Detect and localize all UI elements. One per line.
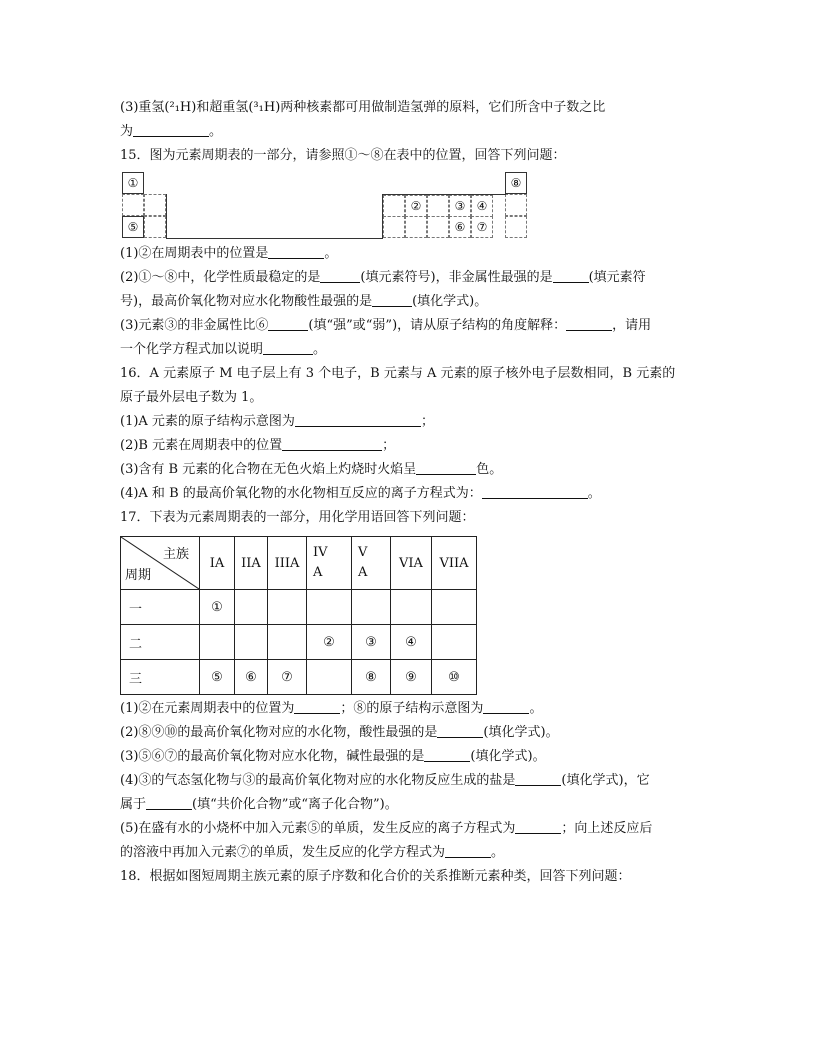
answer-blank[interactable] bbox=[424, 747, 470, 762]
q15-periodic-table-outline bbox=[120, 170, 529, 240]
document-page bbox=[120, 96, 700, 889]
header-viia: VIIA bbox=[432, 537, 477, 590]
element-cell: ⑨ bbox=[391, 660, 432, 695]
element-cell bbox=[235, 590, 268, 625]
table-row-period-2 bbox=[121, 625, 477, 660]
element-cell: ⑦ bbox=[268, 660, 307, 695]
q16-stem-line2: 原子最外层电子数为 1。 bbox=[120, 390, 263, 405]
q15-cell-empty bbox=[505, 194, 527, 216]
q17-p1: (1)②在元素周期表中的位置为 ；⑧的原子结构示意图为 。 bbox=[120, 701, 543, 716]
answer-blank[interactable] bbox=[295, 412, 421, 427]
element-cell: ⑥ bbox=[235, 660, 268, 695]
answer-blank[interactable] bbox=[133, 122, 209, 137]
header-iiia: IIIA bbox=[268, 537, 307, 590]
q16-p1: (1)A 元素的原子结构示意图为 ； bbox=[120, 414, 434, 429]
q17-p5-line2: 的溶液中再加入元素⑦的单质，发生反应的化学方程式为 。 bbox=[120, 845, 505, 860]
q15-p2-line1: (2)①～⑧中，化学性质最稳定的是 (填元素符号)，非金属性最强的是 (填元素符 bbox=[120, 270, 646, 285]
q15-cell-empty bbox=[144, 194, 166, 216]
table-outline bbox=[166, 238, 382, 239]
element-cell bbox=[352, 590, 391, 625]
element-cell: ⑧ bbox=[352, 660, 391, 695]
q14-part3-line1: (3)重氢(²₁H)和超重氢(³₁H)两种核素都可用做制造氢弹的原料，它们所含中子数之比 bbox=[120, 100, 606, 115]
q15-cell-6: ⑥ bbox=[449, 216, 471, 238]
element-cell bbox=[307, 590, 352, 625]
q15-p3-line1: (3)元素③的非金属性比⑥ (填“强”或“弱”)，请从原子结构的角度解释： ，请用 bbox=[120, 318, 652, 333]
period-label: 一 bbox=[121, 590, 200, 625]
table-row-period-1 bbox=[121, 590, 477, 625]
q15-cell-4: ④ bbox=[471, 195, 493, 217]
corner-label-group: 主族 bbox=[162, 547, 189, 562]
answer-blank[interactable] bbox=[416, 460, 476, 475]
answer-blank[interactable] bbox=[566, 316, 612, 331]
q15-cell-8: ⑧ bbox=[505, 172, 527, 194]
q15-cell-empty bbox=[122, 194, 144, 216]
header-ia: IA bbox=[200, 537, 235, 590]
q16-stem-line1: 16．A 元素原子 M 电子层上有 3 个电子，B 元素与 A 元素的原子核外电子层数相同，B 元素的 bbox=[120, 366, 676, 381]
period-label: 三 bbox=[121, 660, 200, 695]
element-cell: ④ bbox=[391, 625, 432, 660]
element-cell bbox=[268, 590, 307, 625]
answer-blank[interactable] bbox=[263, 340, 313, 355]
q17-p4-line1: (4)③的气态氢化物与③的最高价氧化物对应的水化物反应生成的盐是 (填化学式)，它 bbox=[120, 773, 650, 788]
q15-cell-empty bbox=[505, 216, 527, 238]
q15-cell-1: ① bbox=[122, 172, 144, 194]
element-cell bbox=[200, 625, 235, 660]
table-outline bbox=[505, 172, 506, 195]
table-row-period-3 bbox=[121, 660, 477, 695]
q15-cell-empty bbox=[383, 195, 405, 217]
q15-cell-7: ⑦ bbox=[471, 216, 493, 238]
answer-blank[interactable] bbox=[372, 292, 412, 307]
table-outline bbox=[166, 194, 167, 239]
answer-blank[interactable] bbox=[482, 484, 588, 499]
element-cell bbox=[268, 625, 307, 660]
q17-p4-line2: 属于 (填“共价化合物”或“离子化合物”)。 bbox=[120, 797, 398, 812]
q15-cell-empty bbox=[405, 216, 427, 238]
q15-cell-5: ⑤ bbox=[122, 216, 144, 238]
answer-blank[interactable] bbox=[515, 771, 561, 786]
element-cell: ⑩ bbox=[432, 660, 477, 695]
q16-p2: (2)B 元素在周期表中的位置 ； bbox=[120, 438, 396, 453]
q15-cell-2: ② bbox=[405, 195, 427, 217]
table-corner-cell bbox=[121, 537, 200, 590]
q18-stem: 18．根据如图短周期主族元素的原子序数和化合价的关系推断元素种类，回答下列问题： bbox=[120, 869, 631, 884]
q16-p3: (3)含有 B 元素的化合物在无色火焰上灼烧时火焰呈 色。 bbox=[120, 462, 503, 477]
element-cell bbox=[391, 590, 432, 625]
isotope-tritium: ³₁H bbox=[253, 100, 276, 115]
element-cell: ③ bbox=[352, 625, 391, 660]
element-cell: ⑤ bbox=[200, 660, 235, 695]
element-cell bbox=[432, 625, 477, 660]
period-label: 二 bbox=[121, 625, 200, 660]
q17-p3: (3)⑤⑥⑦的最高价氧化物对应水化物，碱性最强的是 (填化学式)。 bbox=[120, 749, 546, 764]
element-cell bbox=[307, 660, 352, 695]
header-iia: IIA bbox=[235, 537, 268, 590]
isotope-deuterium: ²₁H bbox=[169, 100, 192, 115]
q16-p4: (4)A 和 B 的最高价氧化物的水化物相互反应的离子方程式为： 。 bbox=[120, 486, 601, 501]
q15-cell-empty bbox=[383, 216, 405, 238]
q17-stem: 17．下表为元素周期表的一部分，用化学用语回答下列问题： bbox=[120, 510, 475, 525]
answer-blank[interactable] bbox=[282, 436, 382, 451]
header-va: V A bbox=[352, 537, 391, 590]
answer-blank[interactable] bbox=[268, 244, 324, 259]
q15-p1: (1)②在周期表中的位置是 。 bbox=[120, 246, 338, 261]
answer-blank[interactable] bbox=[437, 723, 483, 738]
answer-blank[interactable] bbox=[553, 268, 589, 283]
answer-blank[interactable] bbox=[445, 843, 491, 858]
answer-blank[interactable] bbox=[515, 819, 561, 834]
answer-blank[interactable] bbox=[146, 795, 192, 810]
q15-cell-empty bbox=[427, 216, 449, 238]
table-header-row bbox=[121, 537, 477, 590]
q15-cell-empty bbox=[427, 195, 449, 217]
q17-p5-line1: (5)在盛有水的小烧杯中加入元素⑤的单质，发生反应的离子方程式为 ；向上述反应后 bbox=[120, 821, 653, 836]
q15-cell-3: ③ bbox=[449, 195, 471, 217]
element-cell bbox=[235, 625, 268, 660]
answer-blank[interactable] bbox=[268, 316, 308, 331]
element-cell: ① bbox=[200, 590, 235, 625]
q15-p3-line2: 一个化学方程式加以说明 。 bbox=[120, 342, 327, 357]
element-cell: ② bbox=[307, 625, 352, 660]
q15-p2-line2: 号)，最高价氧化物对应水化物酸性最强的是 (填化学式)。 bbox=[120, 294, 488, 309]
q17-p2: (2)⑧⑨⑩的最高价氧化物对应的水化物，酸性最强的是 (填化学式)。 bbox=[120, 725, 559, 740]
q17-periodic-table bbox=[120, 536, 477, 695]
q15-cell-empty bbox=[144, 216, 166, 238]
header-iva: IV A bbox=[307, 537, 352, 590]
q15-stem: 15．图为元素周期表的一部分，请参照①～⑧在表中的位置，回答下列问题： bbox=[120, 148, 566, 163]
answer-blank[interactable] bbox=[320, 268, 360, 283]
element-cell bbox=[432, 590, 477, 625]
header-via: VIA bbox=[391, 537, 432, 590]
answer-blank[interactable] bbox=[483, 699, 529, 714]
answer-blank[interactable] bbox=[294, 699, 340, 714]
corner-label-period: 周期 bbox=[125, 568, 152, 583]
q14-part3-line2: 为 。 bbox=[120, 124, 223, 139]
